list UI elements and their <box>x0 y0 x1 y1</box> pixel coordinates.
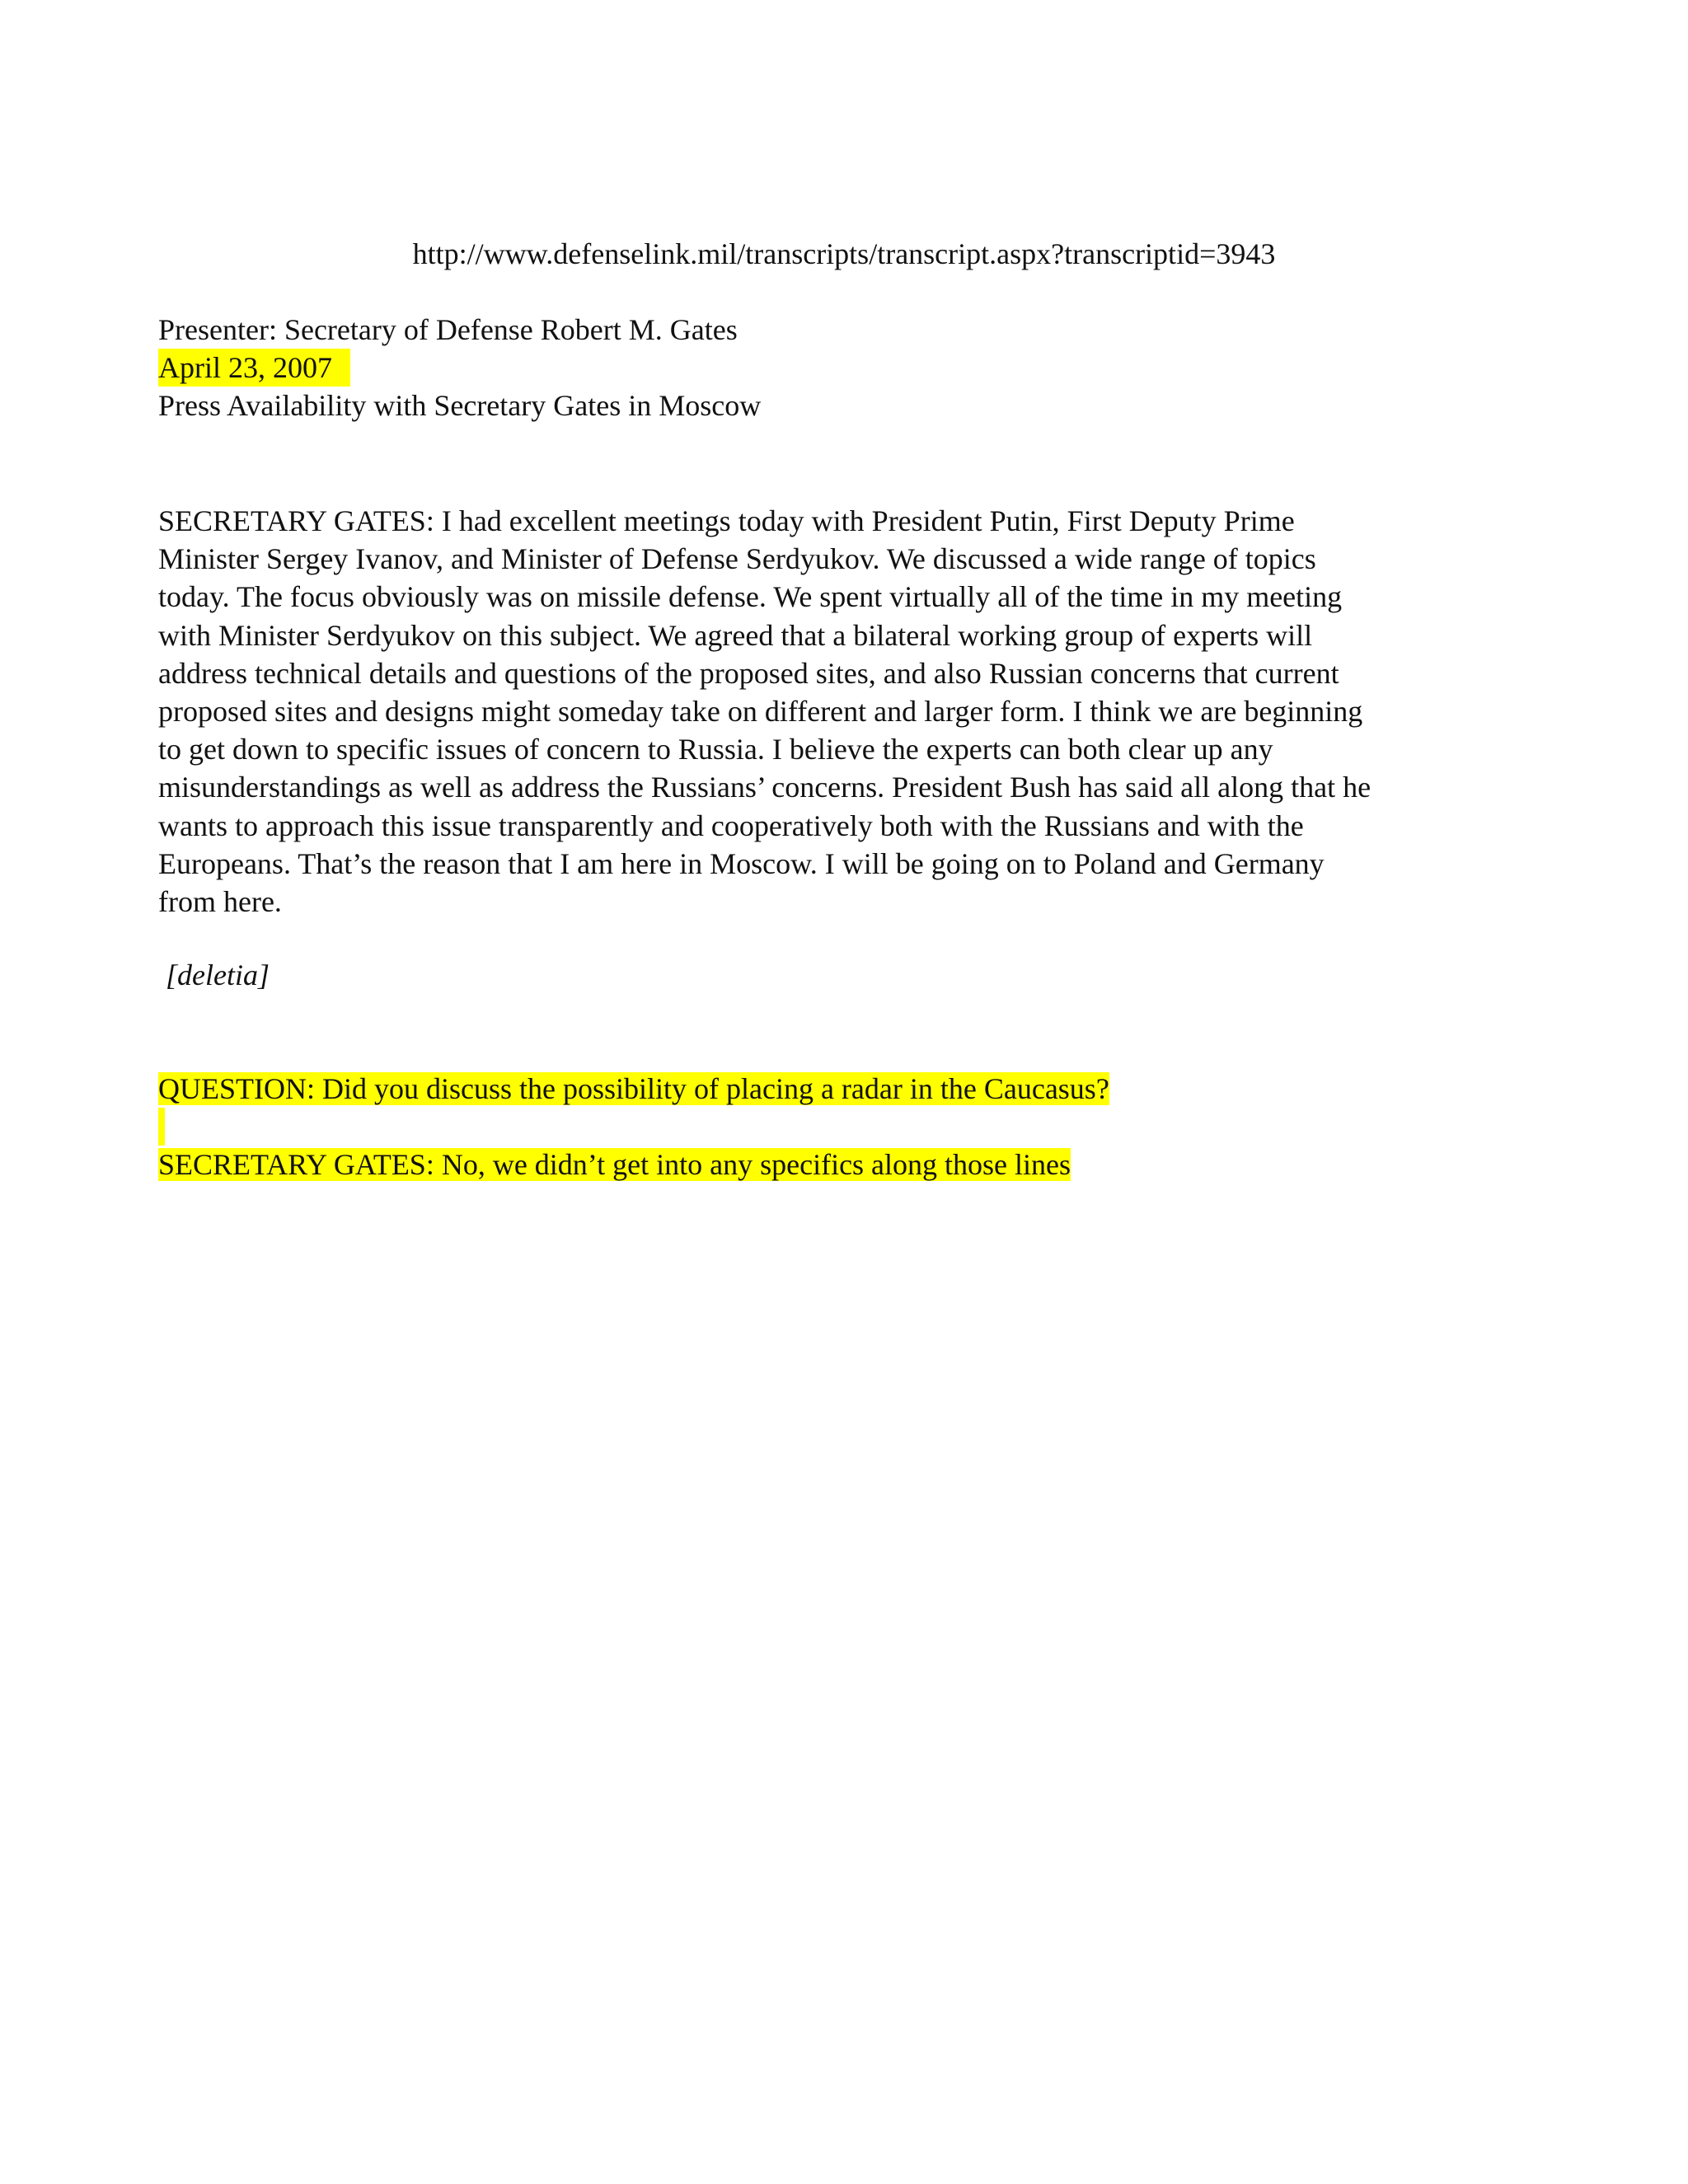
statement-line: wants to approach this issue transparently and cooperatively both with the Russians and with the <box>158 808 1304 842</box>
statement-line: today. The focus obviously was on missile defense. We spent virtually all of the time in my meeting <box>158 580 1343 614</box>
source-url: http://www.defenselink.mil/transcripts/transcript.aspx?transcriptid=3943 <box>412 237 1276 270</box>
presenter-line: Presenter: Secretary of Defense Robert M. Gates <box>158 313 738 346</box>
answer-line <box>158 1146 1559 1183</box>
highlight-spacer <box>158 1108 165 1146</box>
document-title: Press Availability with Secretary Gates in Moscow <box>158 389 762 422</box>
statement-line: Europeans. That’s the reason that I am here in Moscow. I will be going on to Poland and Germany <box>158 846 1325 880</box>
question-highlight: QUESTION: Did you discuss the possibility of placing a radar in the Caucasus? <box>158 1072 1109 1105</box>
statement-line: SECRETARY GATES: I had excellent meetings today with President Putin, First Deputy Prime <box>158 504 1295 537</box>
statement-paragraph <box>158 502 1559 921</box>
statement-line: from here. <box>158 885 282 919</box>
statement-line: address technical details and questions of the proposed sites, and also Russian concerns that current <box>158 656 1339 690</box>
deletia-marker: [deletia] <box>158 958 270 991</box>
statement-line: proposed sites and designs might someday take on different and larger form. I think we are beginning <box>158 695 1363 729</box>
date-highlight: April 23, 2007 <box>158 349 350 387</box>
statement-line: Minister Sergey Ivanov, and Minister of Defense Serdyukov. We discussed a wide range of topics <box>158 542 1316 576</box>
statement-line: with Minister Serdyukov on this subject. We agreed that a bilateral working group of experts will <box>158 618 1313 652</box>
statement-line: misunderstandings as well as address the Russians’ concerns. President Bush has said all along that he <box>158 771 1372 804</box>
qa-section <box>158 1070 1559 1183</box>
question-line <box>158 1070 1559 1108</box>
date-line <box>158 349 350 387</box>
statement-line: to get down to specific issues of concern to Russia. I believe the experts can both clear up any <box>158 733 1273 766</box>
answer-highlight: SECRETARY GATES: No, we didn’t get into any specifics along those lines <box>158 1148 1071 1181</box>
